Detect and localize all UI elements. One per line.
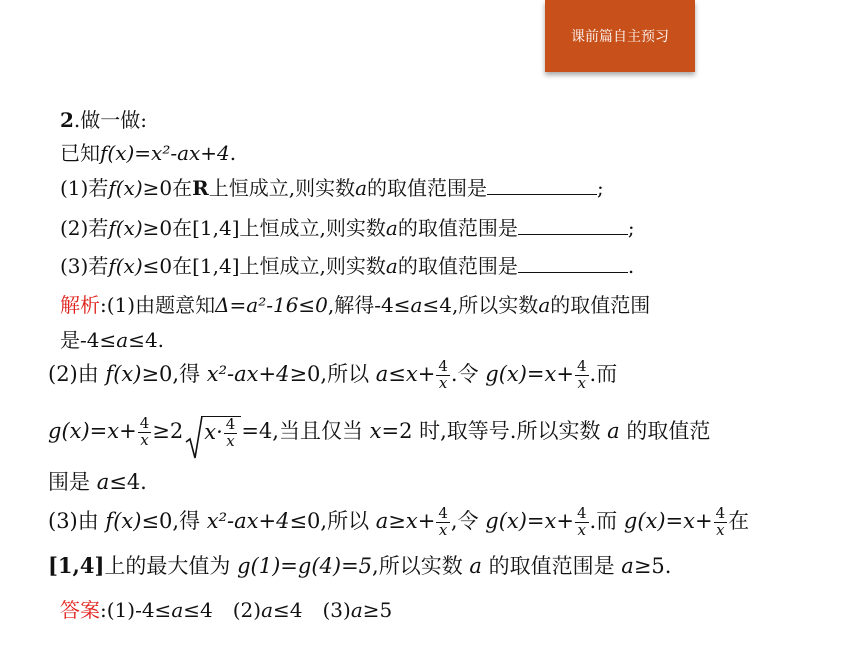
p2-a-var2: a bbox=[607, 419, 620, 443]
analysis-label: 解析 bbox=[60, 293, 100, 317]
fraction-4-over-x bbox=[436, 506, 450, 539]
frac-den: x bbox=[577, 521, 586, 539]
frac-num: 4 bbox=[438, 357, 448, 376]
frac-den: x bbox=[577, 374, 586, 392]
problem-number: 2 bbox=[60, 108, 74, 132]
square-root bbox=[185, 416, 241, 450]
analysis-part2-end bbox=[48, 466, 147, 496]
function-definition: f(x)=x²-ax+4 bbox=[100, 141, 230, 165]
p2-a-var3: a bbox=[96, 470, 110, 494]
p2-x-plus: x+ bbox=[405, 362, 436, 386]
analysis-part3-cont bbox=[48, 550, 671, 580]
p2-e: .令 bbox=[450, 362, 486, 386]
q2-answer-blank[interactable] bbox=[518, 233, 628, 235]
answer-d: ≥5 bbox=[362, 598, 393, 622]
p3-quad: x²-ax+4 bbox=[206, 509, 290, 533]
q1-var: a bbox=[355, 176, 368, 200]
p1-delta: Δ=a²-16≤0 bbox=[215, 293, 328, 317]
answer-var1: a bbox=[171, 598, 184, 622]
frac-num: 4 bbox=[139, 414, 150, 433]
analysis-part1-cont bbox=[60, 324, 164, 353]
q1-answer-blank[interactable] bbox=[487, 193, 597, 195]
p3-c: ≤0,所以 bbox=[289, 509, 376, 533]
p3-e: ,令 bbox=[450, 509, 486, 533]
q3-cond: ≤0在[1,4]上恒成立,则实数 bbox=[142, 254, 386, 278]
q1-tail: 的取值范围是 bbox=[367, 176, 488, 200]
p1-a: :(1)由题意知 bbox=[100, 293, 216, 317]
q1-mid: 上恒成立,则实数 bbox=[208, 176, 356, 200]
q2-cond: ≥0在[1,4]上恒成立,则实数 bbox=[142, 216, 386, 240]
section-tab-label: 课前篇自主预习 bbox=[571, 29, 669, 45]
radicand bbox=[201, 416, 241, 450]
radicand-x: x· bbox=[204, 419, 223, 444]
analysis-part2 bbox=[48, 358, 617, 392]
p3-a-var3: a bbox=[621, 554, 634, 578]
frac-den: x bbox=[716, 521, 725, 539]
p3-l: ≥5. bbox=[633, 554, 672, 578]
p2-j: 围是 bbox=[48, 470, 97, 494]
p3-j: ,所以实数 bbox=[372, 554, 470, 578]
p2-a: (2)由 bbox=[48, 362, 106, 386]
p2-h: =2 时,取等号.所以实数 bbox=[381, 419, 608, 443]
question-1 bbox=[60, 172, 604, 201]
frac-num: 4 bbox=[576, 357, 587, 376]
given-text: 已知 bbox=[60, 141, 100, 165]
p3-d: ≥ bbox=[388, 509, 406, 533]
q1-prefix: (1)若 bbox=[60, 176, 109, 200]
section-tab[interactable] bbox=[545, 0, 695, 72]
p1-f: ≤4. bbox=[128, 328, 165, 352]
p3-g1g4: g(1)=g(4)=5 bbox=[237, 554, 373, 578]
radical-sign-icon bbox=[185, 414, 203, 462]
p3-i: 上的最大值为 bbox=[104, 554, 238, 578]
p1-e: 是-4≤ bbox=[60, 328, 117, 352]
p3-g: 在 bbox=[728, 509, 750, 533]
p2-i: 的取值范 bbox=[619, 419, 711, 443]
p2-gx-def: g(x)=x+ bbox=[485, 362, 574, 386]
answer-a: :(1)-4≤ bbox=[100, 598, 172, 622]
answer-c: ≤4 (3) bbox=[273, 598, 351, 622]
p1-c: ≤4,所以实数 bbox=[422, 293, 539, 317]
p2-gte2: ≥2 bbox=[152, 419, 184, 443]
answer-label: 答案 bbox=[60, 598, 100, 622]
frac-num: 4 bbox=[225, 414, 236, 433]
analysis-part2-cont bbox=[48, 415, 710, 449]
answer-b: ≤4 (2) bbox=[183, 598, 262, 622]
analysis-part1 bbox=[60, 289, 650, 318]
q3-end: . bbox=[627, 254, 635, 278]
p2-c: ≥0,所以 bbox=[289, 362, 376, 386]
q2-var: a bbox=[385, 216, 398, 240]
problem-title-text: .做一做: bbox=[73, 108, 148, 132]
p2-a-var: a bbox=[375, 362, 389, 386]
frac-num: 4 bbox=[715, 504, 726, 523]
period: . bbox=[229, 141, 237, 165]
p1-a-var2: a bbox=[538, 293, 551, 317]
q3-var: a bbox=[385, 254, 398, 278]
fraction-4-over-x bbox=[575, 359, 589, 392]
q3-fx: f(x) bbox=[108, 254, 143, 278]
q1-set: R bbox=[192, 176, 209, 200]
q1-end: ; bbox=[597, 176, 604, 200]
p3-k: 的取值范围是 bbox=[481, 554, 622, 578]
q2-prefix: (2)若 bbox=[60, 216, 109, 240]
p1-d: 的取值范围 bbox=[550, 293, 651, 317]
p2-x: x bbox=[369, 419, 382, 443]
fraction-4-over-x bbox=[224, 414, 238, 450]
p2-quad: x²-ax+4 bbox=[206, 362, 290, 386]
frac-den: x bbox=[438, 521, 448, 539]
q1-cond: ≥0在 bbox=[142, 176, 193, 200]
p2-b: ≥0,得 bbox=[141, 362, 207, 386]
p3-interval: [1,4] bbox=[48, 553, 105, 578]
p1-a-var1: a bbox=[410, 293, 423, 317]
frac-den: x bbox=[438, 374, 448, 392]
question-3 bbox=[60, 250, 634, 279]
q3-answer-blank[interactable] bbox=[518, 271, 628, 273]
p2-d: ≤ bbox=[388, 362, 406, 386]
p1-b: ,解得-4≤ bbox=[327, 293, 411, 317]
q1-fx: f(x) bbox=[108, 176, 143, 200]
p3-a-var2: a bbox=[469, 554, 482, 578]
fraction-4-over-x bbox=[436, 359, 450, 392]
p2-k: ≤4. bbox=[109, 470, 147, 494]
frac-den: x bbox=[226, 431, 235, 450]
q3-tail: 的取值范围是 bbox=[397, 254, 518, 278]
question-2 bbox=[60, 212, 635, 241]
p3-a: (3)由 bbox=[48, 509, 106, 533]
p3-gx-def2: g(x)=x+ bbox=[623, 509, 713, 533]
q2-tail: 的取值范围是 bbox=[397, 216, 518, 240]
p2-gx-lhs: g(x)=x+ bbox=[48, 419, 137, 443]
problem-given bbox=[60, 137, 236, 166]
fraction-4-over-x bbox=[575, 506, 589, 539]
answer-var3: a bbox=[350, 598, 363, 622]
p3-x-plus: x+ bbox=[405, 509, 436, 533]
frac-num: 4 bbox=[576, 504, 587, 523]
p3-gx-def: g(x)=x+ bbox=[485, 509, 574, 533]
frac-num: 4 bbox=[438, 504, 448, 523]
p1-a-var3: a bbox=[116, 328, 129, 352]
p2-f: .而 bbox=[589, 362, 618, 386]
answer-var2: a bbox=[261, 598, 273, 622]
fraction-4-over-x bbox=[138, 416, 152, 449]
p2-g: =4,当且仅当 bbox=[241, 419, 370, 443]
p3-fx: f(x) bbox=[105, 509, 142, 533]
analysis-part3 bbox=[48, 505, 749, 539]
p3-f: .而 bbox=[589, 509, 624, 533]
answer-line bbox=[60, 594, 392, 623]
frac-den: x bbox=[140, 431, 149, 449]
p2-fx: f(x) bbox=[105, 362, 142, 386]
p3-b: ≤0,得 bbox=[141, 509, 207, 533]
q3-prefix: (3)若 bbox=[60, 254, 109, 278]
q2-fx: f(x) bbox=[108, 216, 143, 240]
q2-end: ; bbox=[627, 216, 635, 240]
fraction-4-over-x bbox=[714, 506, 728, 539]
problem-title bbox=[60, 104, 147, 133]
p3-a-var: a bbox=[375, 509, 389, 533]
